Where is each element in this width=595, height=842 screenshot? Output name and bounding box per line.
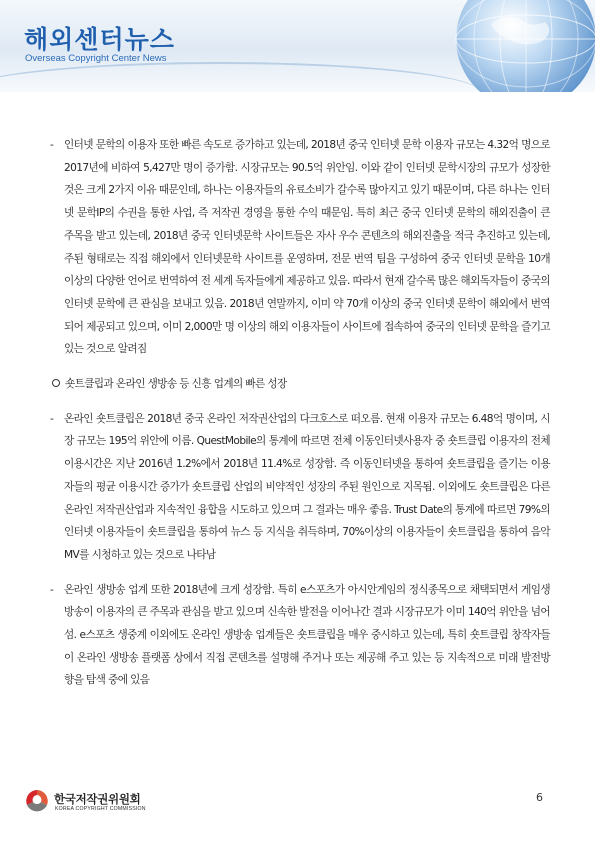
section-heading-text: 숏트클립과 온라인 생방송 등 신흥 업계의 빠른 성장 [65,378,287,391]
header-title: 해외센터뉴스 [24,25,175,54]
paragraph-internet-literature [50,134,550,361]
globe-icon [451,0,595,92]
page-header [0,0,595,92]
article-body [50,134,550,704]
paragraph-short-clip [50,408,550,567]
paragraph-text: 온라인 생방송 업계 또한 2018년에 크게 성장함. 특히 e스포츠가 아시안게임의 정식종목으로 채택되면서 게임생방송이 이용자의 큰 주목과 관심을 받고 있으며 신속한 발전을 이어나간 결과 시장규모가 이미 140억 위안을 넘어섬. e스포츠 생중계 이외에도 온라인 생방송 업계들은 숏트클립을 매우 중시하고 있는데, 특히 숏트클립 창작자들이 온라인 생방송 플랫폼 상에서 직접 콘텐츠를 설명해 주거나 또는 제공해 주고 있는 등 지속적으로 미래 발전방향을 탐색 중에 있음 [64,583,550,687]
organization-name-ko: 한국저작권위원회 [54,792,141,806]
copyright-commission-logo-icon [24,788,50,814]
section-heading [50,373,550,396]
organization-logo [24,788,204,822]
header-swoosh [0,62,480,92]
paragraph-text: 온라인 숏트클립은 2018년 중국 온라인 저작권산업의 다크호스로 떠오름. 현재 이용자 규모는 6.48억 명이며, 시장 규모는 195억 위안에 이름. QuestMobile의 통계에 따르면 전체 이동인터넷사용자 중 숏트클립 이용자의 전체 이용시간은 지난 2016년 1.2%에서 2018년 11.4%로 성장함. 즉 이동인터넷을 통하여 숏트클립을 즐기는 이용자들의 평균 이용시간 증가가 숏트클립 산업의 비약적인 성장의 주된 원인으로 지목됨. 이외에도 숏트클립은 다른 온라인 저작권산업과 지속적인 융합을 시도하고 있으며 그 결과는 매우 좋음. Trust Date의 통계에 따르면 79%의 인터넷 이용자들이 숏트클립을 통하여 뉴스 등 지식을 취득하며, 70%이상의 이용자들이 숏트클립을 통하여 음악 MV를 시청하고 있는 것으로 나타남 [64,412,550,561]
dash-bullet: - [50,583,54,596]
organization-name-en: KOREA COPYRIGHT COMMISSION [55,806,146,812]
paragraph-text: 인터넷 문학의 이용자 또한 빠른 속도로 증가하고 있는데, 2018년 중국 인터넷 문학 이용자 규모는 4.32억 명으로 2017년에 비하여 5,427만 명이 증가함. 시장규모는 90.5억 위안임. 이와 같이 인터넷 문학시장의 규모가 성장한 것은 크게 2가지 이유 때문인데, 하나는 이용자들의 유료소비가 갈수록 많아지고 있기 때문이며, 다른 하나는 인터넷 문학IP의 수권을 통한 사업, 즉 저작권 경영을 통한 수익 때문임. 특히 최근 중국 인터넷 문학의 해외진출이 큰 주목을 받고 있는데, 2018년 중국 인터넷문학 사이트들은 자사 우수 콘텐츠의 해외진출을 적극 추진하고 있는데, 주된 형태로는 직접 해외에서 인터넷문학 사이트를 운영하며, 전문 번역 팀을 구성하여 중국 인터넷 문학을 10개 이상의 다양한 언어로 번역하여 전 세계 독자들에게 제공하고 있음. 따라서 현재 갈수록 많은 해외독자들이 중국의 인터넷 문학에 큰 관심을 보내고 있음. 2018년 연말까지, 이미 약 70개 이상의 중국 인터넷 문학이 해외에서 번역되어 제공되고 있으며, 이미 2,000만 명 이상의 해외 이용자들이 사이트에 접속하여 중국의 인터넷 문학을 즐기고 있는 것으로 알려짐 [64,139,550,356]
dash-bullet: - [50,412,54,425]
circle-bullet-icon [52,379,60,387]
paragraph-live-streaming [50,579,550,693]
header-subtitle: Overseas Copyright Center News [25,53,167,64]
page-number: 6 [536,791,543,804]
dash-bullet: - [50,139,54,151]
